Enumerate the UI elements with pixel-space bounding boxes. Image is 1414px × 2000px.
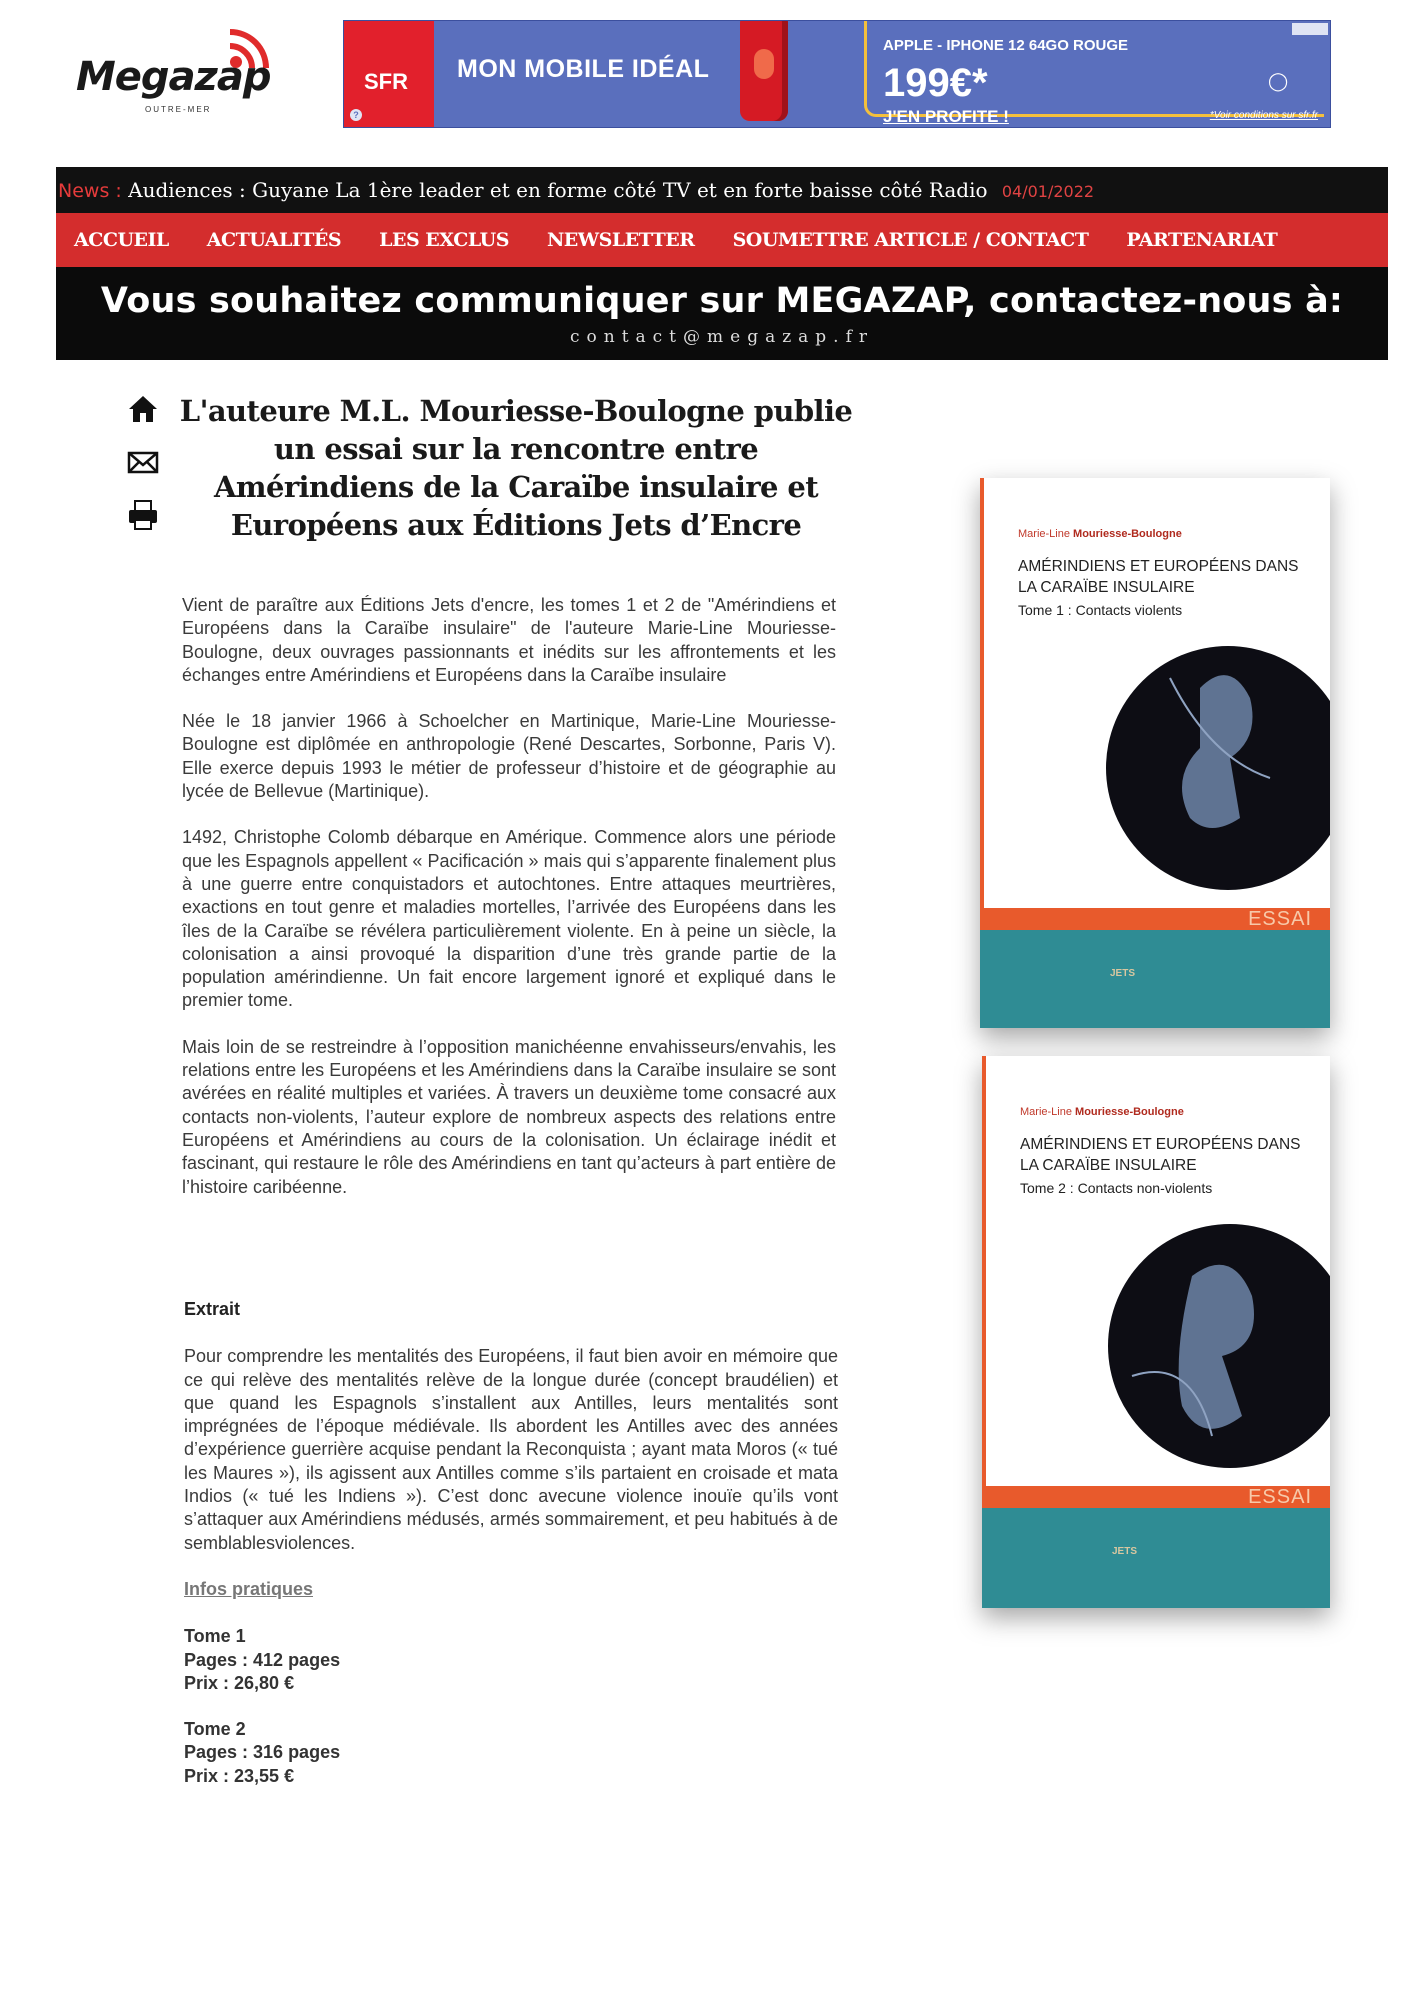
article-paragraph: Mais loin de se restreindre à l’opposition manichéenne envahisseurs/envahis, les relations entre les Européens et les Amérindiens dans la Caraïbe insulaire se sont avérées en réalité multiples et variées. À travers un deuxième tome consacré aux contacts non-violents, l’auteur explore de nombreux aspects des relations entre Européens et Amérindiens au cours de la colonisation. Un éclairage inédit et fascinant, qui restaure le rôle des Amérindiens en tant qu’acteurs à part entière de l’histoire caribéenne. (182, 1036, 836, 1197)
cover-publisher: JETS (1112, 1546, 1138, 1557)
cover-subtitle: Tome 1 : Contacts violents (1018, 602, 1183, 618)
cover-publisher: JETS (1110, 968, 1136, 979)
news-label: News : (58, 180, 122, 202)
extract-heading: Extrait (184, 1299, 241, 1319)
cover-title: AMÉRINDIENS ET EUROPÉENS DANS LA CARAÏBE INSULAIRE (1018, 558, 1299, 596)
ad-offer (864, 20, 1324, 126)
print-icon[interactable] (126, 498, 160, 532)
tome-1-info (184, 1625, 838, 1695)
tome-name: Tome 1 (184, 1626, 246, 1647)
nav-actualites[interactable]: ACTUALITÉS (206, 229, 342, 251)
cover-author: Marie-Line Mouriesse-Boulogne (1020, 1106, 1184, 1118)
cover-title: AMÉRINDIENS ET EUROPÉENS DANS LA CARAÏBE INSULAIRE (1020, 1136, 1301, 1174)
ad-info-icon[interactable]: ? (350, 109, 362, 121)
tome-pages: Pages : 412 pages (184, 1649, 341, 1670)
ad-price: 199€* (883, 61, 988, 105)
email-icon[interactable] (126, 445, 160, 479)
article-paragraph: Née le 18 janvier 1966 à Schoelcher en Martinique, Marie-Line Mouriesse-Boulogne est diplômée en anthropologie (René Descartes, Sorbonne, Paris V). Elle exerce depuis 1993 le métier de professeur d’histoire et de géographie au lycée de Bellevue (Martinique). (182, 711, 836, 802)
article-title: L'auteure M.L. Mouriesse-Boulogne publie un essai sur la rencontre entre Amérindiens de la Caraïbe insulaire et Européens aux Éditions Jets d’Encre (179, 394, 853, 542)
logo-text: Megazap (76, 54, 271, 100)
nav-partenariat[interactable]: PARTENARIAT (1126, 229, 1278, 251)
nav-accueil[interactable]: ACCUEIL (74, 229, 169, 251)
ad-cta-link[interactable]: J'EN PROFITE ! (883, 107, 1009, 126)
tome-pages: Pages : 316 pages (184, 1742, 341, 1763)
ad-close-icon[interactable] (1292, 23, 1328, 35)
promo-banner[interactable] (56, 267, 1388, 360)
tome-2-info (184, 1718, 838, 1788)
news-headline-link[interactable]: Audiences : Guyane La 1ère leader et en forme côté TV et en forte baisse côté Radio (128, 178, 988, 202)
tome-price: Prix : 26,80 € (184, 1672, 295, 1693)
tome-price: Prix : 23,55 € (184, 1765, 295, 1786)
article-extract-section (184, 1298, 838, 1811)
news-date: 04/01/2022 (1001, 182, 1095, 201)
nav-newsletter[interactable]: NEWSLETTER (546, 229, 695, 251)
site-logo[interactable] (70, 20, 280, 120)
ad-legal-link[interactable]: *Voir conditions sur sfr.fr (1209, 110, 1318, 121)
cover-subtitle: Tome 2 : Contacts non-violents (1020, 1180, 1213, 1196)
article-paragraph: 1492, Christophe Colomb débarque en Amérique. Commence alors une période que les Espagnols appellent « Pacificación » mais qui s’apparente finalement plus à une guerre entre conquistadors et autochtones. Entre attaques meurtrières, exactions en tout genre et maladies mortelles, l’arrivée des Européens dans les îles de la Caraïbe se révélera particulièrement violente. En à peine un siècle, la colonisation a ainsi provoqué la disparition d’une très grande partie de la population amérindienne. Un fait encore largement ignoré et expliqué dans le premier tome. (182, 827, 836, 1011)
phone-image (740, 20, 788, 121)
article-paragraph: Vient de paraître aux Éditions Jets d'encre, les tomes 1 et 2 de "Amérindiens et Européens dans la Caraïbe insulaire" de l'auteure Marie-Line Mouriesse-Boulogne, deux ouvrages passionnants et inédits sur les affrontements et les échanges entre Amérindiens et Européens dans la Caraïbe insulaire (182, 595, 836, 685)
extract-text: Pour comprendre les mentalités des Européens, il faut bien avoir en mémoire que ce qui relève des mentalités relève de la longue durée (concept braudélien) et que quand les Espagnols s’installent aux Antilles, leurs mentalités sont imprégnées de l’époque médiévale. Ils abordent les Antilles avec des années d’expérience guerrière acquise pendant la Reconquista ; ayant mata Moros (« tué les Maures »), ils agissent aux Antilles comme s’ils partaient en croisade et mata Indios (« tué les Indiens »). C’est donc avecune violence inouïe qu’ils vont s’attaquer aux Amérindiens médusés, armés sommairement, et peu habitués à de semblablesviolences. (184, 1346, 838, 1553)
infos-pratiques-link[interactable]: Infos pratiques (184, 1578, 314, 1599)
news-ticker (56, 167, 1388, 213)
ad-brand: SFR (364, 69, 408, 94)
accessibility-ear-icon: ◯ (1268, 71, 1289, 91)
cover-genre: ESSAI (1248, 908, 1312, 930)
main-nav (56, 213, 1388, 267)
article-body (182, 594, 836, 1222)
ad-headline: MON MOBILE IDÉAL (457, 55, 710, 83)
home-icon[interactable] (126, 392, 160, 426)
promo-title: Vous souhaitez communiquer sur MEGAZAP, contactez-nous à: (100, 281, 1344, 321)
book-cover-tome-2[interactable] (982, 1056, 1330, 1608)
article-tools (126, 392, 160, 551)
promo-email[interactable]: contact@megazap.fr (569, 327, 875, 347)
nav-soumettre-article-contact[interactable]: SOUMETTRE ARTICLE / CONTACT (732, 229, 1089, 251)
nav-les-exclus[interactable]: LES EXCLUS (379, 229, 509, 251)
logo-subtitle: OUTRE-MER (145, 105, 212, 114)
ad-banner[interactable] (343, 20, 1331, 128)
cover-genre: ESSAI (1248, 1486, 1312, 1508)
ad-product: APPLE - IPHONE 12 64GO ROUGE (883, 37, 1129, 54)
tome-name: Tome 2 (184, 1719, 246, 1740)
book-cover-tome-1[interactable] (980, 478, 1330, 1028)
cover-author: Marie-Line Mouriesse-Boulogne (1018, 528, 1182, 540)
